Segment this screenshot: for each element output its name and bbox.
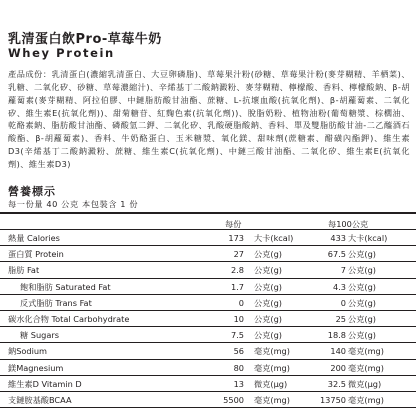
per-serving-value: 80 [233,362,244,373]
product-title: 乳清蛋白飲Pro-草莓牛奶 [8,32,162,47]
ingredients-text: 產品成份：乳清蛋白(濃縮乳清蛋白、大豆卵磷脂)、草莓果汁粉(砂糖、草莓果汁粉(麥芽糊精、羊栖菜)、乳糖、二氧化矽、砂糖、草莓濃縮汁)、辛烯基丁二酸鈉澱粉、麥芽糊精、檸檬酸、香料、檸檬酸鈉、β-胡蘿蔔素(麥芽糊精、阿拉伯膠、中鏈脂肪酸甘油酯、蔗糖、L-抗壞血酸(抗氧化劑)、β-胡蘿蔔素、二氧化矽、維生素E(抗氧化劑))、甜菊糖苷、紅麴色素(抗氧化劑))、脫脂奶粉、植物油粉(葡萄糖漿、棕櫚油、乾酪素鈉、脂肪酸甘油酯、磷酸氫二鉀、二氧化矽、乳酸硬脂酸鈉、香料、單及雙脂肪酸甘油-二乙醯酒石酸酯、β-胡蘿蔔素)、香料、牛奶酪蛋白、玉米糖漿、氧化鎂、甜味劑(蔗糖素、醋磺內酯鉀)、維生素D3(辛烯基丁二酸鈉澱粉、蔗糖、維生素C(抗氧化劑)、中鏈三酸甘油酯、二氧化矽、維生素E(抗氧化劑)、維生素D3) [8,69,410,169]
table-top-rule [0,212,416,214]
per-100g-unit: 公克(g) [348,297,376,308]
table-row [0,360,416,376]
nutrient-label: 鈉Sodium [8,346,48,357]
per-100g-unit: 毫克(mg) [348,395,384,405]
per-100g-unit: 公克(g) [348,281,376,292]
per-100g-unit: 毫克(mg) [348,362,384,373]
per-100g-unit: 大卡(kcal) [348,233,388,243]
per-100g-unit: 公克(g) [348,330,376,341]
per-serving-unit: 公克(g) [254,330,282,341]
per-100g-value: 13750 [319,395,346,405]
nutrient-label: 糖 Sugars [20,330,60,341]
nutrient-label: 支鏈胺基酸BCAA [8,395,72,405]
per-serving-value: 56 [233,346,244,357]
nutrient-label: 反式脂肪 Trans Fat [20,297,92,308]
table-rule [0,407,416,408]
table-row [0,376,416,392]
per-100g-unit: 公克(g) [348,249,376,260]
per-serving-unit: 公克(g) [254,265,282,276]
column-header-per-100g: 每100公克 [328,219,369,229]
per-serving-unit: 微克(μg) [254,378,288,389]
serving-info: 每一份量 40 公克 本包裝含 1 份 [8,199,139,209]
per-100g-unit: 毫克(mg) [348,346,384,357]
column-header-per-serving: 每份 [225,219,242,229]
table-row [0,343,416,359]
per-100g-unit: 公克(g) [348,265,376,276]
per-serving-unit: 公克(g) [254,314,282,324]
per-serving-unit: 公克(g) [254,281,282,292]
per-100g-value: 32.5 [327,378,346,389]
table-row [0,279,416,295]
per-serving-value: 13 [233,378,244,389]
per-serving-value: 10 [233,314,244,324]
nutrient-label: 維生素D Vitamin D [8,378,82,389]
nutrient-label: 熱量 Calories [8,233,60,243]
table-row [0,230,416,246]
per-100g-value: 433 [330,233,346,243]
per-serving-unit: 毫克(mg) [254,395,290,405]
product-subtitle: Whey Protein [8,46,115,60]
per-serving-unit: 毫克(mg) [254,362,290,373]
per-100g-unit: 微克(μg) [348,378,382,389]
per-serving-unit: 公克(g) [254,297,282,308]
nutrient-label: 脂肪 Fat [8,265,40,276]
per-serving-unit: 大卡(kcal) [254,233,294,243]
per-serving-value: 7.5 [230,330,244,341]
table-row [0,262,416,278]
nutrient-label: 蛋白質 Protein [8,249,64,260]
per-serving-value: 0 [238,297,244,308]
per-serving-unit: 毫克(mg) [254,346,290,357]
nutrient-label: 飽和脂肪 Saturated Fat [20,281,111,292]
per-serving-value: 5500 [223,395,244,405]
nutrient-label: 鎂Magnesium [8,362,64,373]
nutrient-label: 碳水化合物 Total Carbohydrate [8,314,130,324]
per-100g-value: 25 [335,314,346,324]
per-100g-value: 200 [330,362,346,373]
per-serving-unit: 公克(g) [254,249,282,260]
table-row [0,246,416,262]
per-100g-value: 7 [340,265,346,276]
per-100g-value: 0 [340,297,346,308]
per-100g-value: 18.8 [327,330,346,341]
nutrition-title: 營養標示 [8,185,56,198]
per-100g-value: 4.3 [332,281,346,292]
per-serving-value: 2.8 [230,265,244,276]
per-serving-value: 173 [228,233,244,243]
per-100g-unit: 公克(g) [348,314,376,324]
per-100g-value: 140 [330,346,346,357]
per-serving-value: 27 [233,249,244,260]
per-serving-value: 1.7 [230,281,244,292]
table-row [0,295,416,311]
table-row [0,327,416,343]
table-row [0,311,416,327]
per-100g-value: 67.5 [327,249,346,260]
table-row [0,392,416,408]
